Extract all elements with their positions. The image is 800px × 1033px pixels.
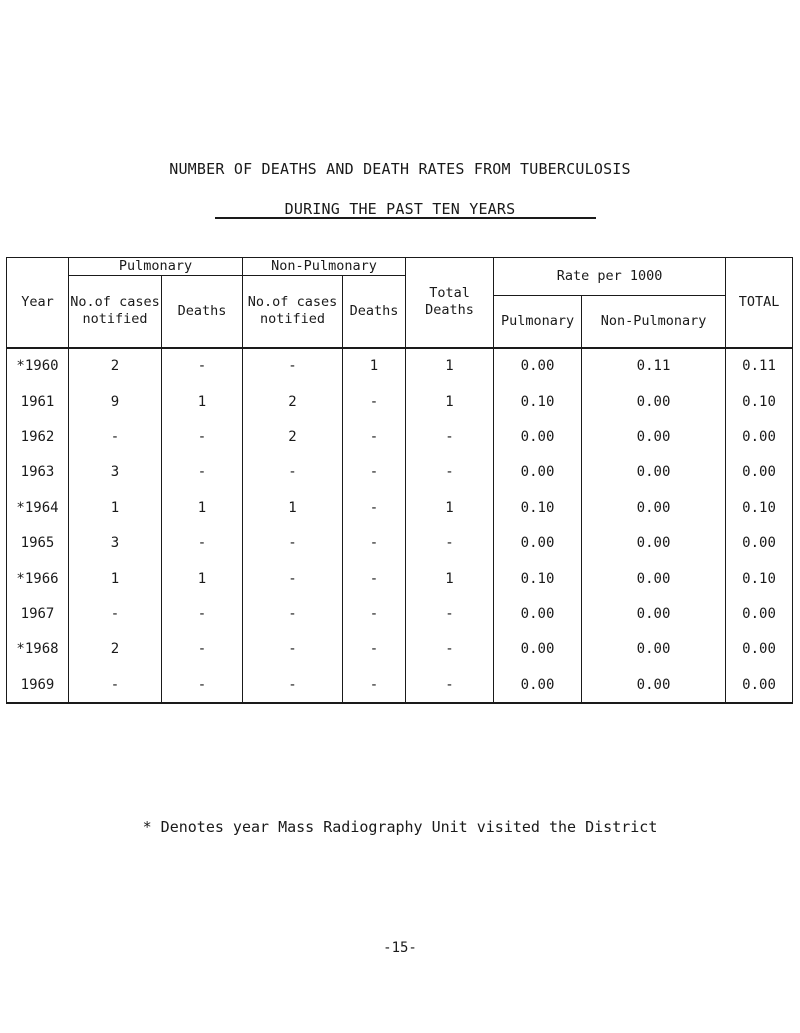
table-row xyxy=(7,348,793,384)
year-cell: 1969 xyxy=(7,667,69,703)
rate-total-cell: 0.00 xyxy=(726,667,793,703)
rate-pulmonary-cell: 0.00 xyxy=(494,596,582,631)
non-pulmonary-cases-header: No.of cases notified xyxy=(243,276,343,348)
table-row xyxy=(7,596,793,631)
non-pulmonary-cases-cell: 1 xyxy=(243,490,343,525)
pulmonary-cases-cell: - xyxy=(69,419,162,454)
rate-pulmonary-cell: 0.10 xyxy=(494,384,582,419)
rate-pulmonary-cell: 0.00 xyxy=(494,632,582,667)
non-pulmonary-cases-cell: - xyxy=(243,455,343,490)
rate-total-cell: 0.10 xyxy=(726,561,793,596)
year-cell: *1966 xyxy=(7,561,69,596)
pulmonary-cases-cell: 3 xyxy=(69,525,162,560)
year-cell: *1960 xyxy=(7,348,69,384)
rate-pulmonary-cell: 0.00 xyxy=(494,348,582,384)
rate-pulmonary-cell: 0.00 xyxy=(494,419,582,454)
total-deaths-cell: - xyxy=(406,525,494,560)
pulmonary-cases-cell: 3 xyxy=(69,455,162,490)
document-subtitle: DURING THE PAST TEN YEARS xyxy=(284,200,516,218)
year-cell: 1963 xyxy=(7,455,69,490)
year-cell: 1965 xyxy=(7,525,69,560)
rate-total-cell: 0.00 xyxy=(726,632,793,667)
pulmonary-deaths-cell: - xyxy=(162,596,243,631)
pulmonary-deaths-cell: - xyxy=(162,525,243,560)
rate-pulmonary-header: Pulmonary xyxy=(494,296,582,348)
non-pulmonary-deaths-cell: - xyxy=(343,455,406,490)
table-row xyxy=(7,667,793,703)
pulmonary-deaths-header: Deaths xyxy=(162,276,243,348)
table-row xyxy=(7,632,793,667)
non-pulmonary-deaths-header: Deaths xyxy=(343,276,406,348)
year-cell: *1968 xyxy=(7,632,69,667)
title-underline xyxy=(215,217,596,219)
year-cell: 1961 xyxy=(7,384,69,419)
pulmonary-group-header: Pulmonary xyxy=(69,258,243,276)
total-deaths-cell: - xyxy=(406,632,494,667)
non-pulmonary-deaths-cell: - xyxy=(343,384,406,419)
non-pulmonary-deaths-cell: - xyxy=(343,419,406,454)
rate-pulmonary-cell: 0.10 xyxy=(494,490,582,525)
rate-non-pulmonary-cell: 0.00 xyxy=(582,490,726,525)
pulmonary-cases-header: No.of cases notified xyxy=(69,276,162,348)
pulmonary-cases-cell: 2 xyxy=(69,348,162,384)
rate-non-pulmonary-cell: 0.00 xyxy=(582,384,726,419)
non-pulmonary-cases-cell: - xyxy=(243,596,343,631)
rate-non-pulmonary-cell: 0.00 xyxy=(582,561,726,596)
pulmonary-deaths-cell: - xyxy=(162,419,243,454)
pulmonary-cases-cell: 9 xyxy=(69,384,162,419)
rate-non-pulmonary-cell: 0.00 xyxy=(582,632,726,667)
table-row xyxy=(7,561,793,596)
total-deaths-cell: - xyxy=(406,419,494,454)
total-deaths-cell: 1 xyxy=(406,490,494,525)
total-deaths-cell: - xyxy=(406,596,494,631)
rate-non-pulmonary-cell: 0.00 xyxy=(582,419,726,454)
total-deaths-cell: 1 xyxy=(406,384,494,419)
year-cell: 1962 xyxy=(7,419,69,454)
page-number: -15- xyxy=(383,940,417,956)
rate-non-pulmonary-header: Non-Pulmonary xyxy=(582,296,726,348)
pulmonary-deaths-cell: 1 xyxy=(162,561,243,596)
table-row xyxy=(7,384,793,419)
non-pulmonary-cases-cell: - xyxy=(243,348,343,384)
total-deaths-cell: - xyxy=(406,667,494,703)
non-pulmonary-cases-cell: 2 xyxy=(243,419,343,454)
non-pulmonary-cases-cell: - xyxy=(243,525,343,560)
non-pulmonary-cases-cell: - xyxy=(243,632,343,667)
footnote: * Denotes year Mass Radiography Unit visited the District xyxy=(142,818,658,836)
total-deaths-cell: 1 xyxy=(406,348,494,384)
year-cell: *1964 xyxy=(7,490,69,525)
total-deaths-cell: 1 xyxy=(406,561,494,596)
table-body xyxy=(7,348,793,704)
non-pulmonary-group-header: Non-Pulmonary xyxy=(243,258,406,276)
pulmonary-deaths-cell: - xyxy=(162,455,243,490)
rate-non-pulmonary-cell: 0.00 xyxy=(582,455,726,490)
rate-total-cell: 0.00 xyxy=(726,525,793,560)
rate-total-cell: 0.00 xyxy=(726,419,793,454)
non-pulmonary-deaths-cell: - xyxy=(343,596,406,631)
rate-total-cell: 0.11 xyxy=(726,348,793,384)
table-row xyxy=(7,419,793,454)
rate-total-cell: 0.00 xyxy=(726,455,793,490)
document-title: NUMBER OF DEATHS AND DEATH RATES FROM TUBERCULOSIS xyxy=(169,160,631,178)
pulmonary-deaths-cell: - xyxy=(162,632,243,667)
pulmonary-deaths-cell: 1 xyxy=(162,384,243,419)
rate-total-cell: 0.10 xyxy=(726,490,793,525)
non-pulmonary-deaths-cell: - xyxy=(343,561,406,596)
total-header: TOTAL xyxy=(726,258,793,348)
year-cell: 1967 xyxy=(7,596,69,631)
rate-group-header: Rate per 1000 xyxy=(494,258,726,296)
rate-pulmonary-cell: 0.10 xyxy=(494,561,582,596)
rate-non-pulmonary-cell: 0.00 xyxy=(582,596,726,631)
pulmonary-deaths-cell: - xyxy=(162,667,243,703)
pulmonary-cases-cell: 1 xyxy=(69,561,162,596)
rate-pulmonary-cell: 0.00 xyxy=(494,525,582,560)
rate-non-pulmonary-cell: 0.11 xyxy=(582,348,726,384)
table-row xyxy=(7,490,793,525)
pulmonary-cases-cell: - xyxy=(69,596,162,631)
non-pulmonary-deaths-cell: 1 xyxy=(343,348,406,384)
pulmonary-deaths-cell: - xyxy=(162,348,243,384)
non-pulmonary-cases-cell: - xyxy=(243,667,343,703)
total-deaths-header: Total Deaths xyxy=(406,258,494,348)
rate-total-cell: 0.00 xyxy=(726,596,793,631)
non-pulmonary-deaths-cell: - xyxy=(343,525,406,560)
non-pulmonary-deaths-cell: - xyxy=(343,490,406,525)
table-row xyxy=(7,455,793,490)
rate-total-cell: 0.10 xyxy=(726,384,793,419)
pulmonary-cases-cell: 2 xyxy=(69,632,162,667)
year-header: Year xyxy=(7,258,69,348)
rate-pulmonary-cell: 0.00 xyxy=(494,667,582,703)
rate-non-pulmonary-cell: 0.00 xyxy=(582,667,726,703)
non-pulmonary-deaths-cell: - xyxy=(343,667,406,703)
non-pulmonary-cases-cell: - xyxy=(243,561,343,596)
tuberculosis-table xyxy=(6,257,793,704)
table-header xyxy=(7,258,793,348)
rate-non-pulmonary-cell: 0.00 xyxy=(582,525,726,560)
pulmonary-cases-cell: - xyxy=(69,667,162,703)
pulmonary-cases-cell: 1 xyxy=(69,490,162,525)
rate-pulmonary-cell: 0.00 xyxy=(494,455,582,490)
non-pulmonary-deaths-cell: - xyxy=(343,632,406,667)
table-row xyxy=(7,525,793,560)
total-deaths-cell: - xyxy=(406,455,494,490)
non-pulmonary-cases-cell: 2 xyxy=(243,384,343,419)
pulmonary-deaths-cell: 1 xyxy=(162,490,243,525)
